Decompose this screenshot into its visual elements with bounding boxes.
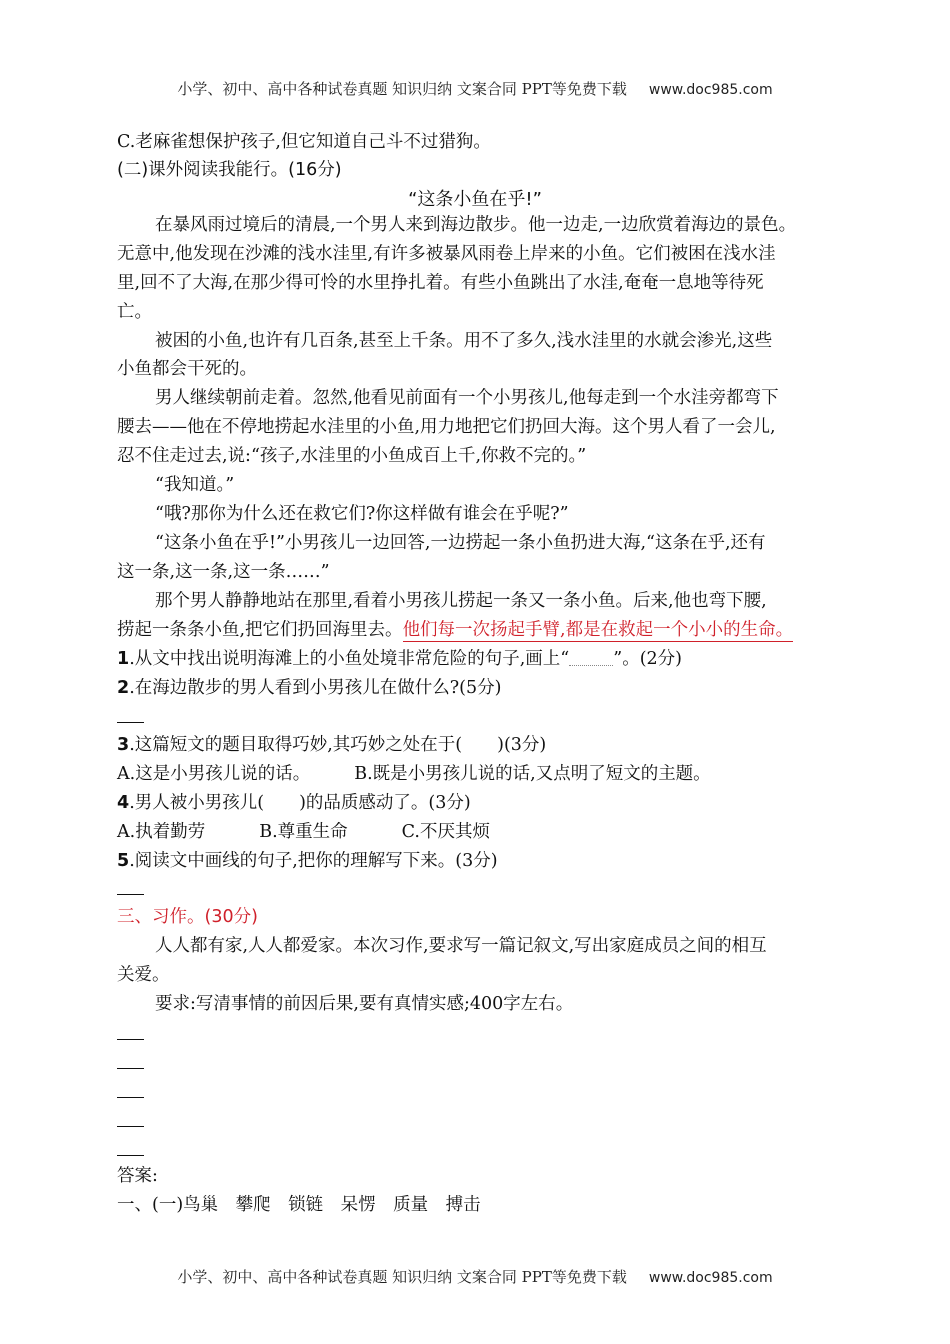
paragraph-6-line-1: “这条小鱼在乎!”小男孩儿一边回答,一边捞起一条小鱼扔进大海,“这条在乎,还有 bbox=[155, 533, 766, 553]
writing-prompt-line-2: 关爱。 bbox=[117, 965, 170, 985]
q4-option-b[interactable]: B.尊重生命 bbox=[259, 822, 348, 842]
section-2-heading: (二)课外阅读我能行。(16分) bbox=[117, 160, 342, 180]
paragraph-5: “哦?那你为什么还在救它们?你这样做有谁会在乎呢?” bbox=[155, 504, 569, 524]
question-3 bbox=[117, 734, 546, 756]
q4-option-c[interactable]: C.不厌其烦 bbox=[401, 822, 490, 842]
page-footer bbox=[0, 1266, 950, 1287]
paragraph-2-line-2: 小鱼都会干死的。 bbox=[117, 359, 257, 379]
question-5-text: .阅读文中画线的句子,把你的理解写下来。(3分) bbox=[129, 851, 498, 871]
question-1 bbox=[117, 648, 682, 670]
paragraph-4: “我知道。” bbox=[155, 475, 235, 495]
footer-site[interactable]: www.doc985.com bbox=[648, 1270, 773, 1286]
writing-line-4[interactable] bbox=[117, 1126, 144, 1127]
q3-option-b[interactable]: B.既是小男孩儿说的话,又点明了短文的主题。 bbox=[354, 764, 711, 784]
writing-line-5[interactable] bbox=[117, 1155, 144, 1156]
q4-option-a[interactable]: A.执着勤劳 bbox=[117, 822, 206, 842]
page-header bbox=[0, 78, 950, 99]
question-3-options bbox=[117, 763, 711, 785]
question-4-options bbox=[117, 821, 490, 843]
paragraph-3-line-1: 男人继续朝前走着。忽然,他看见前面有一个小男孩儿,他每走到一个水洼旁都弯下 bbox=[155, 388, 779, 408]
paragraph-7-text: 捞起一条条小鱼,把它们扔回海里去。 bbox=[117, 620, 403, 640]
underlined-sentence: 他们每一次扬起手臂,都是在救起一个小小的生命。 bbox=[402, 620, 794, 640]
story-title: “这条小鱼在乎!” bbox=[408, 189, 542, 210]
question-1-text: .从文中找出说明海滩上的小鱼处境非常危险的句子,画上“ bbox=[129, 649, 570, 669]
footer-text: 小学、初中、高中各种试卷真题 知识归纳 文案合同 PPT等免费下载 bbox=[177, 1268, 627, 1286]
paragraph-1-line-3: 里,回不了大海,在那少得可怜的水里挣扎着。有些小鱼跳出了水洼,奄奄一息地等待死 bbox=[117, 273, 764, 293]
header-text: 小学、初中、高中各种试卷真题 知识归纳 文案合同 PPT等免费下载 bbox=[177, 80, 627, 98]
paragraph-6-line-2: 这一条,这一条,这一条……” bbox=[117, 562, 330, 582]
paragraph-7-line-2 bbox=[117, 619, 793, 641]
paragraph-7-line-1: 那个男人静静地站在那里,看着小男孩儿捞起一条又一条小鱼。后来,他也弯下腰, bbox=[155, 591, 767, 611]
question-1-score: ”。(2分) bbox=[613, 649, 683, 669]
answer-line-q2[interactable] bbox=[117, 722, 144, 723]
writing-requirement: 要求:写清事情的前因后果,要有真情实感;400字左右。 bbox=[155, 994, 574, 1014]
question-2 bbox=[117, 677, 501, 699]
question-3-number: 3 bbox=[117, 735, 130, 755]
header-site[interactable]: www.doc985.com bbox=[648, 82, 773, 98]
question-4 bbox=[117, 792, 471, 814]
writing-prompt-line-1: 人人都有家,人人都爱家。本次习作,要求写一篇记叙文,写出家庭成员之间的相互 bbox=[155, 936, 767, 956]
section-3-heading: 三、习作。(30分) bbox=[117, 907, 258, 927]
option-c-line: C.老麻雀想保护孩子,但它知道自己斗不过猎狗。 bbox=[117, 132, 491, 152]
paragraph-3-line-3: 忍不住走过去,说:“孩子,水洼里的小鱼成百上千,你救不完的。” bbox=[117, 446, 587, 466]
writing-line-2[interactable] bbox=[117, 1068, 144, 1069]
paragraph-3-line-2: 腰去——他在不停地捞起水洼里的小鱼,用力地把它们扔回大海。这个男人看了一会儿, bbox=[117, 417, 776, 437]
wavy-line-mark bbox=[569, 653, 613, 666]
paragraph-1-line-1: 在暴风雨过境后的清晨,一个男人来到海边散步。他一边走,一边欣赏着海边的景色。 bbox=[155, 215, 797, 235]
paragraph-1-line-4: 亡。 bbox=[117, 302, 152, 322]
question-1-number: 1 bbox=[117, 649, 130, 669]
question-3-text: .这篇短文的题目取得巧妙,其巧妙之处在于( )(3分) bbox=[129, 735, 547, 755]
paragraph-1-line-2: 无意中,他发现在沙滩的浅水洼里,有许多被暴风雨卷上岸来的小鱼。它们被困在浅水洼 bbox=[117, 244, 776, 264]
question-4-number: 4 bbox=[117, 793, 130, 813]
writing-line-1[interactable] bbox=[117, 1039, 144, 1040]
q3-option-a[interactable]: A.这是小男孩儿说的话。 bbox=[117, 764, 311, 784]
question-4-text: .男人被小男孩儿( )的品质感动了。(3分) bbox=[129, 793, 471, 813]
question-5 bbox=[117, 850, 498, 872]
question-5-number: 5 bbox=[117, 851, 130, 871]
writing-line-3[interactable] bbox=[117, 1097, 144, 1098]
answer-section-1: 一、(一)鸟巢 攀爬 锁链 呆愣 质量 搏击 bbox=[117, 1195, 481, 1215]
paragraph-2-line-1: 被困的小鱼,也许有几百条,甚至上千条。用不了多久,浅水洼里的水就会渗光,这些 bbox=[155, 331, 773, 351]
answer-line-q5[interactable] bbox=[117, 894, 144, 895]
question-2-text: .在海边散步的男人看到小男孩儿在做什么?(5分) bbox=[129, 678, 502, 698]
answer-label: 答案: bbox=[117, 1166, 158, 1186]
question-2-number: 2 bbox=[117, 678, 130, 698]
